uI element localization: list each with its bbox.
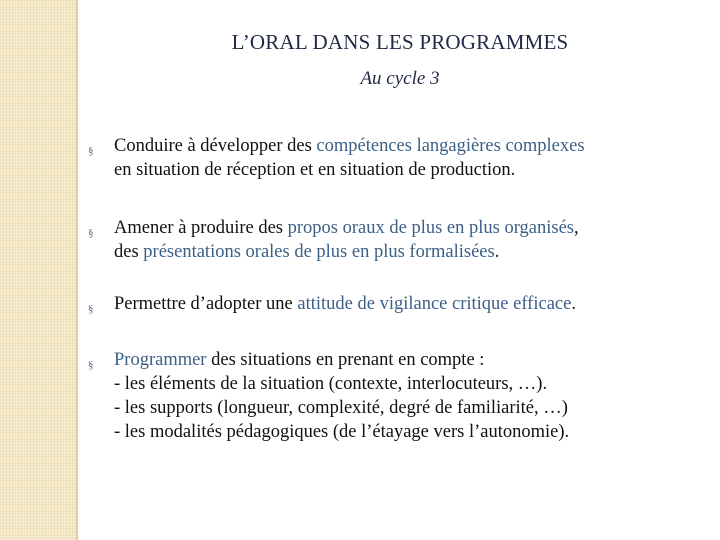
bullet-marker-icon: § bbox=[88, 145, 94, 157]
sub-item: - les supports (longueur, complexité, degré de familiarité, …) bbox=[114, 398, 568, 418]
bullet-line bbox=[114, 292, 713, 316]
text-segment: Permettre d’adopter une bbox=[114, 294, 298, 314]
bullet-text bbox=[114, 216, 713, 264]
highlighted-text: attitude de vigilance critique efficace bbox=[297, 294, 572, 314]
bullet-item-1 bbox=[88, 134, 713, 182]
bullet-marker-icon: § bbox=[88, 359, 94, 371]
text-segment: Conduire à développer des bbox=[114, 136, 317, 156]
bullet-line bbox=[114, 216, 713, 240]
text-segment: des situations en prenant en compte : bbox=[206, 350, 485, 370]
bullet-line bbox=[114, 348, 713, 372]
bullet-text bbox=[114, 134, 713, 182]
bullet-marker-icon: § bbox=[88, 303, 94, 315]
page-subtitle: Au cycle 3 bbox=[360, 68, 440, 89]
bullet-item-2 bbox=[88, 216, 713, 264]
bullet-item-3 bbox=[88, 292, 713, 316]
bullet-marker-icon: § bbox=[88, 227, 94, 239]
text-segment: des bbox=[114, 242, 144, 262]
text-segment: , bbox=[574, 218, 579, 238]
highlighted-text: Programmer bbox=[114, 350, 207, 370]
bullet-line bbox=[114, 240, 713, 264]
bullet-item-4 bbox=[88, 348, 713, 444]
decorative-side-band bbox=[0, 0, 78, 540]
sub-item: - les modalités pédagogiques (de l’étayage vers l’autonomie). bbox=[114, 422, 570, 442]
sub-item: - les éléments de la situation (contexte, interlocuteurs, …). bbox=[114, 374, 548, 394]
text-segment: . bbox=[494, 242, 500, 262]
page-title: L’ORAL DANS LES PROGRAMMES bbox=[231, 30, 569, 54]
bullet-text bbox=[114, 292, 713, 316]
bullet-line bbox=[114, 134, 713, 158]
text-segment: Amener à produire des bbox=[114, 218, 288, 238]
bullet-line: en situation de réception et en situation de production. bbox=[114, 160, 516, 180]
highlighted-text: présentations orales de plus en plus formalisées bbox=[143, 242, 495, 262]
text-segment: . bbox=[571, 294, 576, 314]
highlighted-text: propos oraux de plus en plus organisés bbox=[287, 218, 575, 238]
bullet-text bbox=[114, 348, 713, 444]
highlighted-text: compétences langagières complexes bbox=[316, 136, 585, 156]
